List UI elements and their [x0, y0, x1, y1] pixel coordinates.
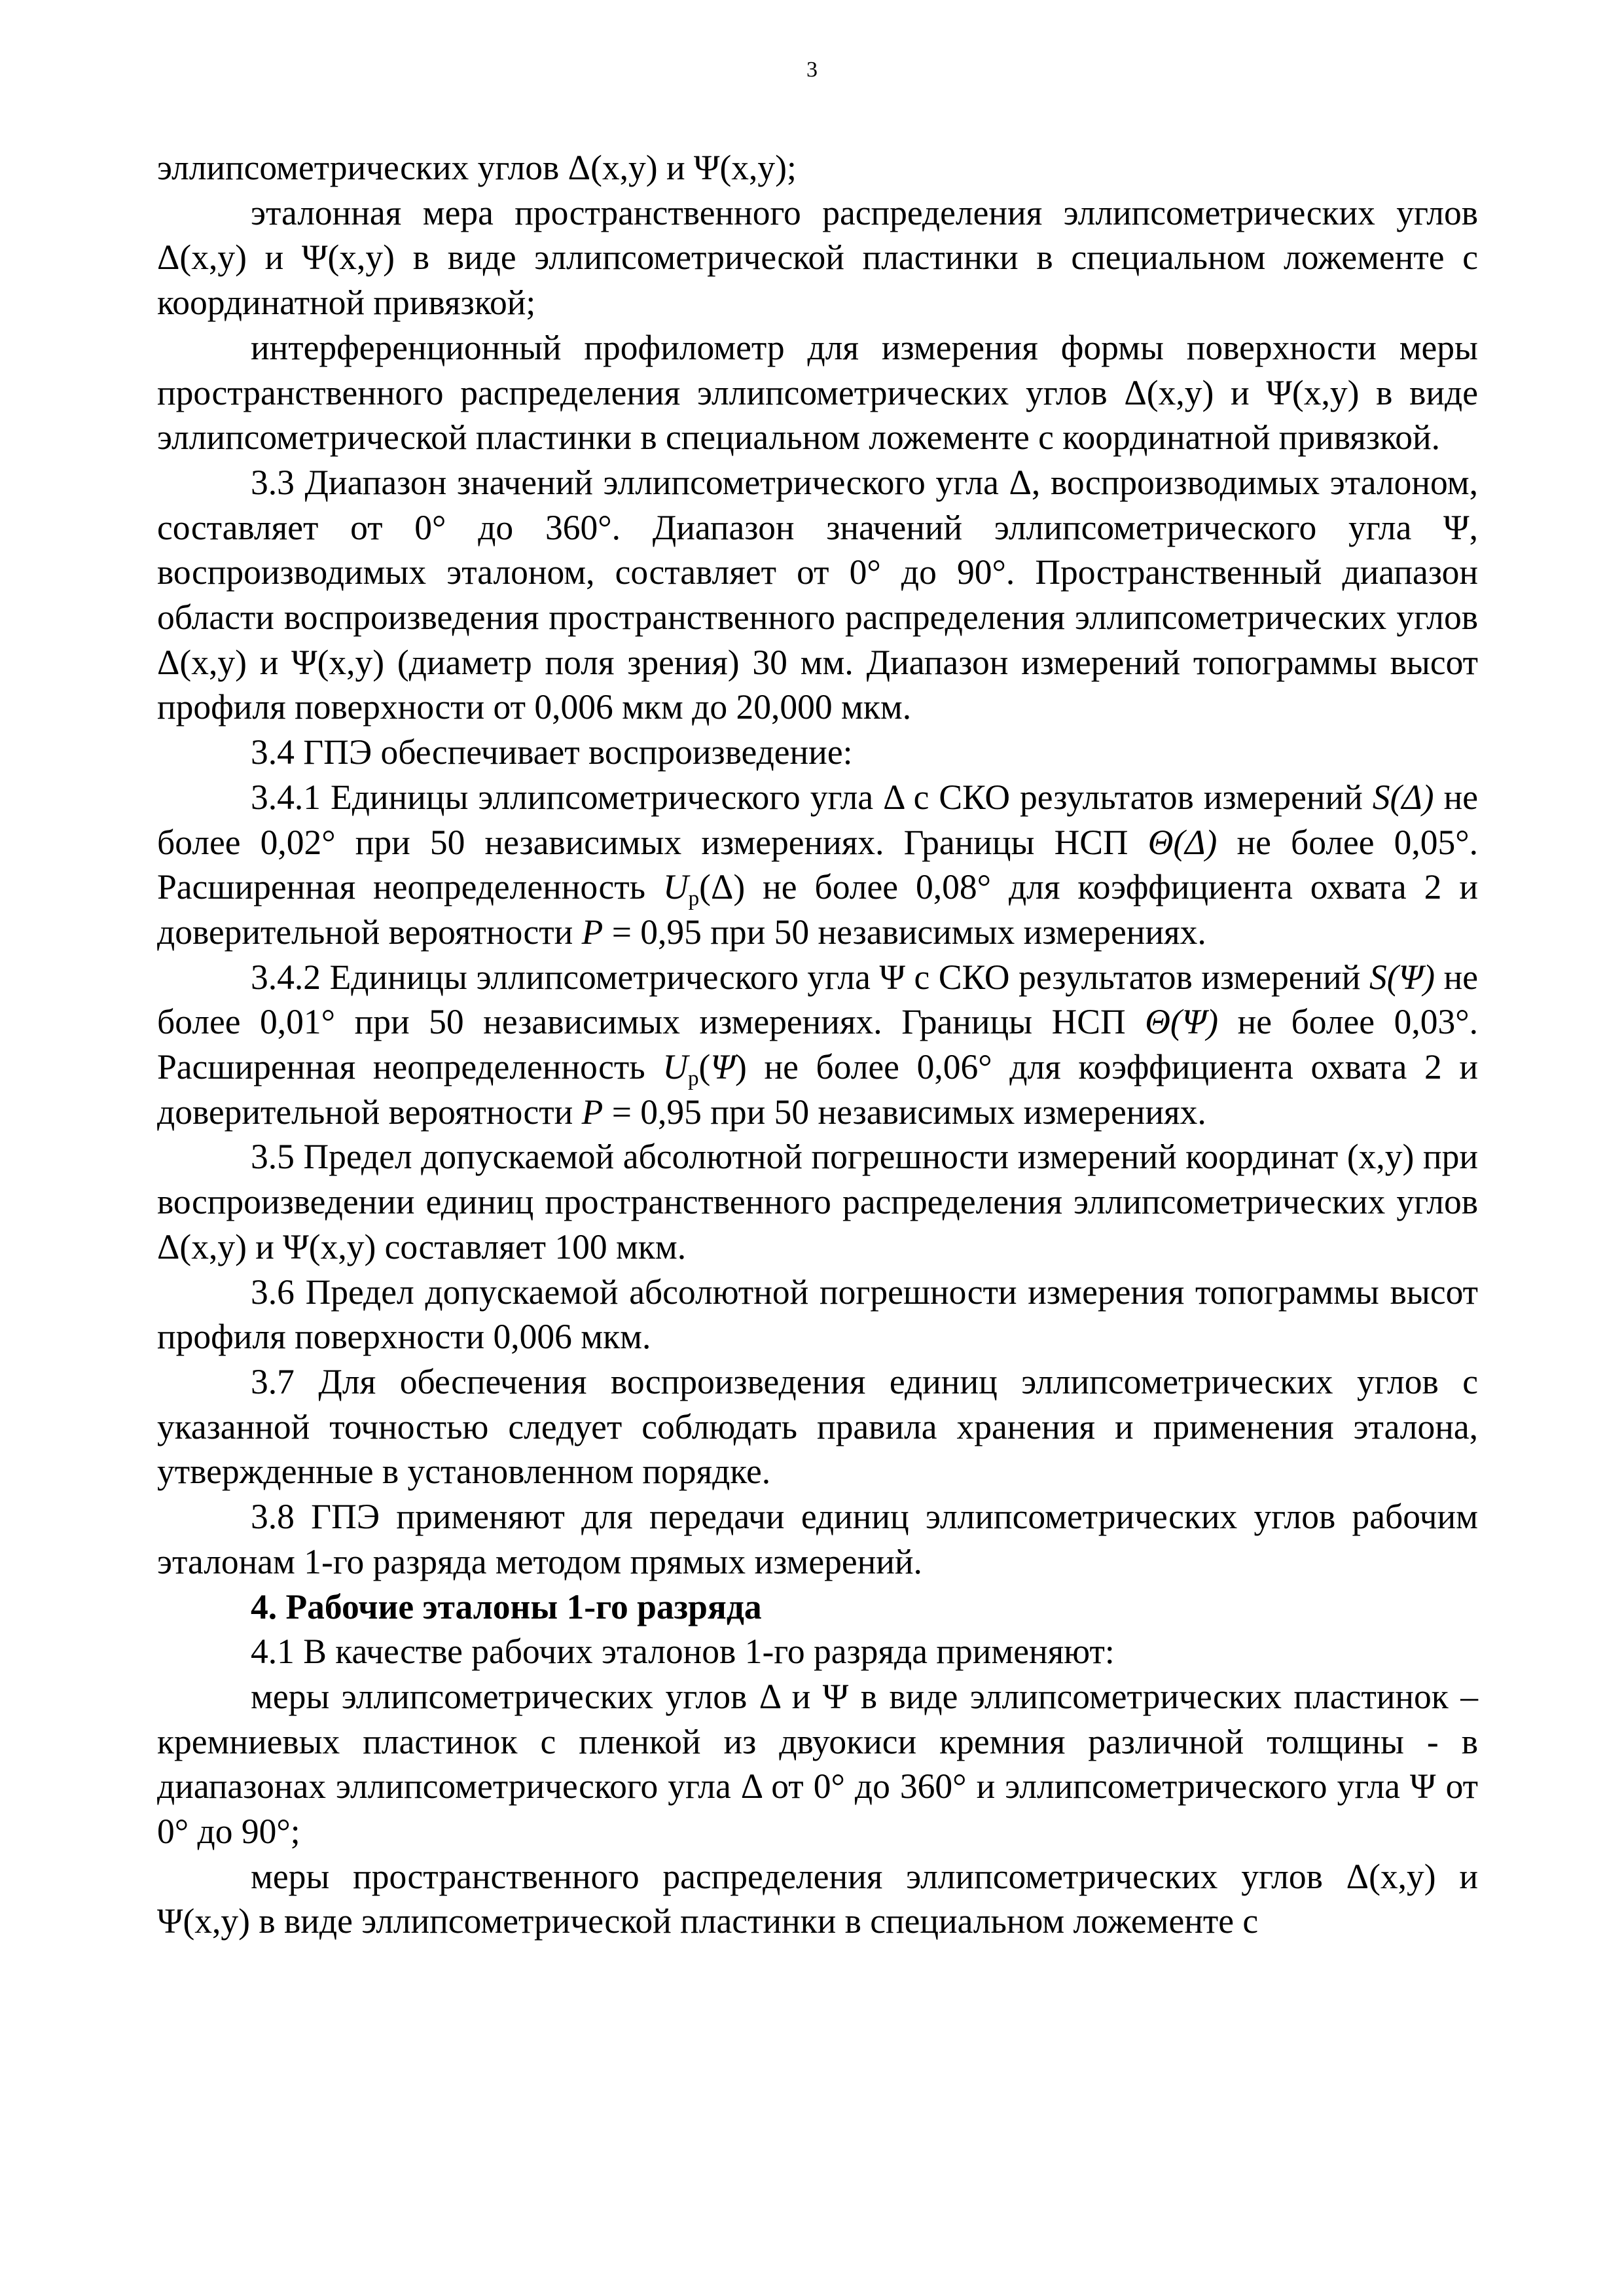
text-run: 3.4.1 Единицы эллипсометрического угла Δ с СКО результатов измерений: [251, 777, 1373, 817]
text-run: 3.4.2 Единицы эллипсометрического угла Ψ с СКО результатов измерений: [251, 957, 1370, 997]
text-run: = 0,95 при 50 независимых измерениях.: [603, 1092, 1206, 1132]
text-run: не более 0,03°. Расширенная неопределенность: [157, 1002, 1478, 1087]
symbol-psi: Ψ: [710, 1047, 735, 1087]
symbol-s-delta: S(Δ): [1372, 777, 1434, 817]
symbol-s-psi: S(Ψ): [1369, 957, 1435, 997]
symbol-u: U: [662, 867, 689, 907]
paragraph: эллипсометрических углов Δ(x,y) и Ψ(x,y);: [157, 148, 797, 187]
text-run: не более 0,01° при 50 независимых измерениях. Границы НСП: [157, 957, 1478, 1042]
symbol-p: P: [581, 1092, 604, 1132]
paragraph-3-6: 3.6 Предел допускаемой абсолютной погрешности измерения топограммы высот профиля поверхности 0,006 мкм.: [157, 1272, 1478, 1357]
paragraph-3-4: 3.4 ГПЭ обеспечивает воспроизведение:: [251, 732, 853, 772]
document-body: [157, 145, 1478, 1944]
paragraph: интерференционный профилометр для измерения формы поверхности меры пространственного распределения эллипсометрических углов Δ(x,y) и Ψ(x,y) в виде эллипсометрической пластинки в специальном ложементе с координатной привязкой.: [157, 327, 1478, 457]
subscript-p: p: [688, 886, 700, 911]
text-run: (: [698, 1047, 711, 1087]
text-run: (Δ) не более 0,08° для коэффициента охвата 2 и доверительной вероятности: [157, 867, 1478, 952]
paragraph-3-4-1: [157, 775, 1478, 955]
section-heading: 4. Рабочие эталоны 1-го разряда: [251, 1587, 762, 1626]
paragraph-3-5: 3.5 Предел допускаемой абсолютной погрешности измерений координат (x,y) при воспроизведении единиц пространственного распределения эллипсометрических углов Δ(x,y) и Ψ(x,y) составляет 100 мкм.: [157, 1137, 1478, 1266]
text-run: не более 0,05°. Расширенная неопределенность: [157, 822, 1478, 907]
paragraph-3-7: 3.7 Для обеспечения воспроизведения единиц эллипсометрических углов с указанной точностью следует соблюдать правила хранения и применения эталона, утвержденные в установленном порядке.: [157, 1361, 1478, 1492]
paragraph: меры пространственного распределения эллипсометрических углов Δ(x,y) и Ψ(x,y) в виде эллипсометрической пластинки в специальном ложементе с: [157, 1856, 1478, 1941]
paragraph: меры эллипсометрических углов Δ и Ψ в виде эллипсометрических пластинок – кремниевых пластинок с пленкой из двуокиси кремния различной толщины - в диапазонах эллипсометрического угла Δ от 0° до 360° и эллипсометрического угла Ψ от 0° до 90°;: [157, 1676, 1478, 1852]
text-run: = 0,95 при 50 независимых измерениях.: [603, 912, 1206, 952]
symbol-u: U: [662, 1047, 688, 1087]
paragraph-3-4-2: [157, 955, 1478, 1135]
subscript-p: p: [687, 1066, 699, 1090]
symbol-theta-delta: Θ(Δ): [1147, 822, 1218, 862]
paragraph-4-1: 4.1 В качестве рабочих эталонов 1-го разряда применяют:: [251, 1632, 1115, 1672]
paragraph: эталонная мера пространственного распределения эллипсометрических углов Δ(x,y) и Ψ(x,y) в виде эллипсометрической пластинки в специальном ложементе с координатной привязкой;: [157, 192, 1478, 323]
symbol-p: P: [581, 912, 604, 952]
text-run: не более 0,02° при 50 независимых измерениях. Границы НСП: [157, 777, 1478, 862]
text-run: ) не более 0,06° для коэффициента охвата 2 и доверительной вероятности: [157, 1047, 1478, 1132]
paragraph-3-8: 3.8 ГПЭ применяют для передачи единиц эллипсометрических углов рабочим эталонам 1-го разряда методом прямых измерений.: [157, 1497, 1478, 1581]
page-number: 3: [806, 58, 818, 82]
paragraph-3-3: 3.3 Диапазон значений эллипсометрического угла Δ, воспроизводимых эталоном, составляет от 0° до 360°. Диапазон значений эллипсометрического угла Ψ, воспроизводимых эталоном, составляет от 0° до 90°. Пространственный диапазон области воспроизведения пространственного распределения эллипсометрических углов Δ(x,y) и Ψ(x,y) (диаметр поля зрения) 30 мм. Диапазон измерений топограммы высот профиля поверхности от 0,006 мкм до 20,000 мкм.: [157, 462, 1478, 727]
symbol-theta-psi: Θ(Ψ): [1145, 1002, 1219, 1042]
